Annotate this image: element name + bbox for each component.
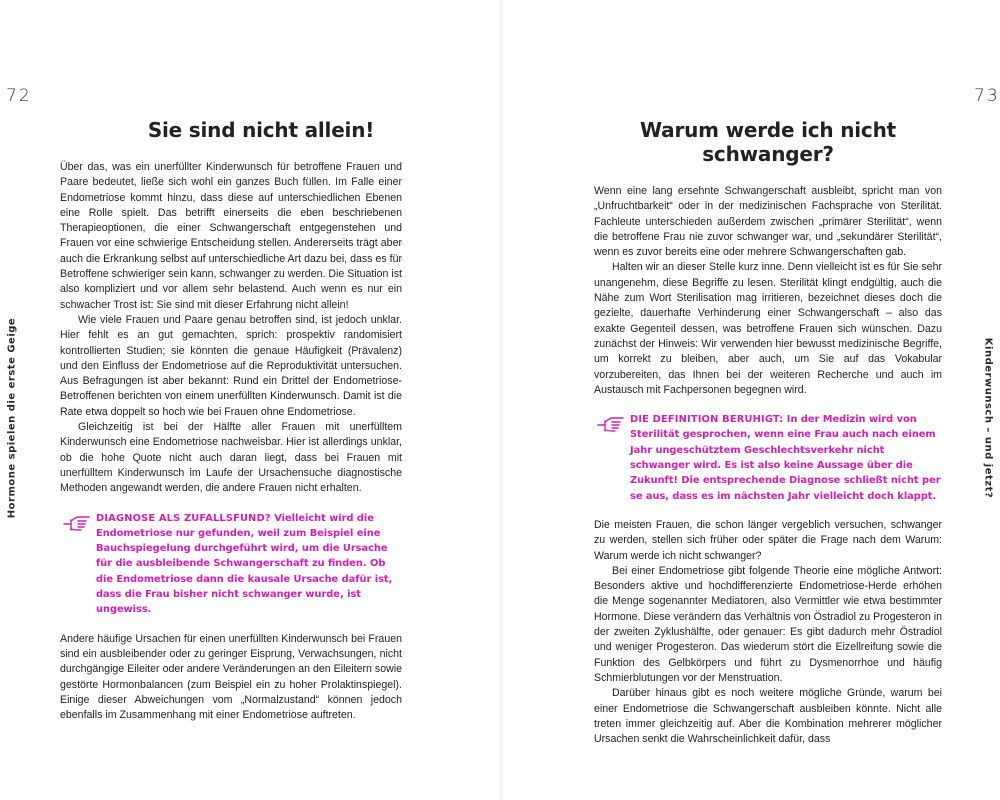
right-page-number: 73	[974, 86, 1000, 106]
right-running-head: Kinderwunsch – und jetzt?	[982, 337, 994, 499]
right-callout-box	[594, 412, 942, 504]
left-page-number: 72	[6, 86, 32, 106]
left-callout-text	[96, 511, 402, 618]
page-gutter	[497, 0, 505, 800]
left-paragraph-3: Gleichzeitig ist bei der Hälfte aller Frauen mit unerfülltem Kinderwunsch eine Endometriose nachweisbar. Hier ist allerdings unklar, ob die hohe Quote nicht auch daran liegt, dass bei Frauen mit unerfülltem Kinderwunsch im Laufe der Ursachensuche diagnostische Methoden angewandt werden, die andere Frauen nicht erhalten.	[60, 421, 402, 495]
left-page-title: Sie sind nicht allein!	[147, 118, 375, 142]
left-paragraph-2: Wie viele Frauen und Paare genau betroffen sind, ist jedoch unklar. Hier fehlt es an gut gemachten, sprich: prospektiv randomisiert kontrollierten Studien; sie könnten die genaue Häufigkeit (Prävalenz) und den Einfluss der Endometriose auf die Reproduktivität untersuchen. Aus Befragungen ist aber bekannt: Rund ein Drittel der Endometriose-Betroffenen berichten von einem unerfüllten Kinderwunsch. Damit ist die Rate etwa doppelt so hoch wie bei Frauen ohne Endometriose.	[60, 313, 402, 418]
pointing-hand-icon	[596, 412, 626, 434]
right-callout-text	[630, 412, 942, 504]
right-callout-body: In der Medizin wird von Sterilität gesprochen, wenn eine Frau auch nach einem Jahr ungeschütztem Geschlechtsverkehr nicht schwanger wird. Es ist also keine Aussage über die Zukunft! Die entsprechende Diagnose schließt nicht per se aus, dass es im nächsten Jahr vielleicht doch klappt.	[630, 414, 941, 502]
right-page-title: Warum werde ich nicht schwanger?	[640, 118, 896, 166]
right-paragraph-2: Halten wir an dieser Stelle kurz inne. Denn vielleicht ist es für Sie sehr unangenehm, diese Begriffe zu lesen. Sterilität klingt endgültig, auch die Nähe zum Wort Sterilisation mag irritieren, bezeichnet dieses doch die gezielte, dauerhafte Verhinderung einer Schwangerschaft – also das exakte Gegenteil dessen, was betroffene Frauen sich wünschen. Dazu zunächst der Hinweis: Wir verwenden hier bewusst medizinische Begriffe, um korrekt zu bleiben, aber auch, um Sie auf das Vokabular vorzubereiten, das Ihnen bei der weiteren Recherche und auch im Austausch mit Fachpersonen begegnen wird.	[594, 261, 942, 396]
right-paragraph-after-callout-1: Die meisten Frauen, die schon länger vergeblich versuchen, schwanger zu werden, stellen sich früher oder später die Frage nach dem Warum: Warum werde ich nicht schwanger?	[594, 518, 942, 562]
left-paragraph-1: Über das, was ein unerfüllter Kinderwunsch für betroffene Frauen und Paare bedeutet, ließe sich wohl ein ganzes Buch füllen. Im Falle einer Endometriose kommt hinzu, dass diese auf unterschiedlichen Ebenen eine Rolle spielt. Das betrifft einerseits die eben beschriebenen Therapieoptionen, die einer Schwangerschaft entgegenstehen und Frauen vor eine schwierige Entscheidung stellen. Andererseits trägt aber auch die Erkrankung selbst auf unterschiedliche Art dazu bei, dass es für Betroffene schwieriger sein kann, schwanger zu werden. Die Situation ist also kompliziert und vor allem sehr belastend. Auch wenn es nur ein schwacher Trost ist: Sie sind mit dieser Erfahrung nicht allein!	[60, 161, 402, 311]
left-paragraph-after-callout: Andere häufige Ursachen für einen unerfüllten Kinderwunsch bei Frauen sind ein ausbleibender oder zu geringer Eisprung, Verwachsungen, nicht durchgängige Eileiter oder andere Veränderungen an den Eileitern sowie gestörte Hormonbalancen (zum Beispiel ein zu hoher Prolaktinspiegel). Einige dieser Abweichungen vom „Normalzustand“ können jedoch ebenfalls im Zusammenhang mit einer Endometriose auftreten.	[60, 632, 402, 722]
right-callout-lead: DIE DEFINITION BERUHIGT:	[630, 414, 784, 426]
left-page-column	[60, 118, 402, 723]
right-page-column	[594, 118, 942, 747]
left-callout-body: Vielleicht wird die Endometriose nur gefunden, weil zum Beispiel eine Bauchspiegelung durchgeführt wird, um die Ursache für die ausbleibende Schwangerschaft zu finden. Ob die Endometriose dann die kausale Ursache dafür ist, dass die Frau bisher nicht schwanger wurde, ist ungewiss.	[96, 512, 393, 616]
left-callout-box	[60, 511, 402, 618]
right-paragraph-after-callout-2: Bei einer Endometriose gibt folgende Theorie eine mögliche Antwort: Besonders aktive und hochdifferenzierte Endometriose-Herde erhöhen die Menge sogenannter Mediatoren, also Vermittler wie etwa bestimmter Hormone. Diese verändern das Verhältnis von Östradiol zu Progesteron in der zweiten Zyklushälfte, oder genauer: Es gibt dadurch mehr Östradiol und weniger Progesteron. Das wiederum stört die Eizellreifung sowie die Funktion des Gelbkörpers und führt zu Dysmenorrhoe und häufig Schmierblutungen vor der Menstruation.	[594, 564, 943, 684]
pointing-hand-icon	[62, 511, 92, 533]
left-callout-lead: DIAGNOSE ALS ZUFALLSFUND?	[96, 512, 271, 524]
right-paragraph-after-callout-3: Darüber hinaus gibt es noch weitere mögliche Gründe, warum bei einer Endometriose die Schwangerschaft ausbleiben könnte. Nicht alle treten immer gleichzeitig auf. Aber die Kombination mehrerer möglicher Ursachen senkt die Wahrscheinlichkeit dafür, dass	[594, 687, 942, 746]
left-running-head: Hormone spielen die erste Geige	[6, 317, 18, 519]
right-paragraph-1: Wenn eine lang ersehnte Schwangerschaft ausbleibt, spricht man von „Unfruchtbarkeit“ oder in der medizinischen Fachsprache von Sterilität. Fachleute unterschieden außerdem zwischen „primärer Sterilität“, wenn die betroffene Frau nie zuvor schwanger war, und „sekundärer Sterilität“, wenn es zuvor bereits eine oder mehrere Schwangerschaften gab.	[594, 185, 942, 259]
